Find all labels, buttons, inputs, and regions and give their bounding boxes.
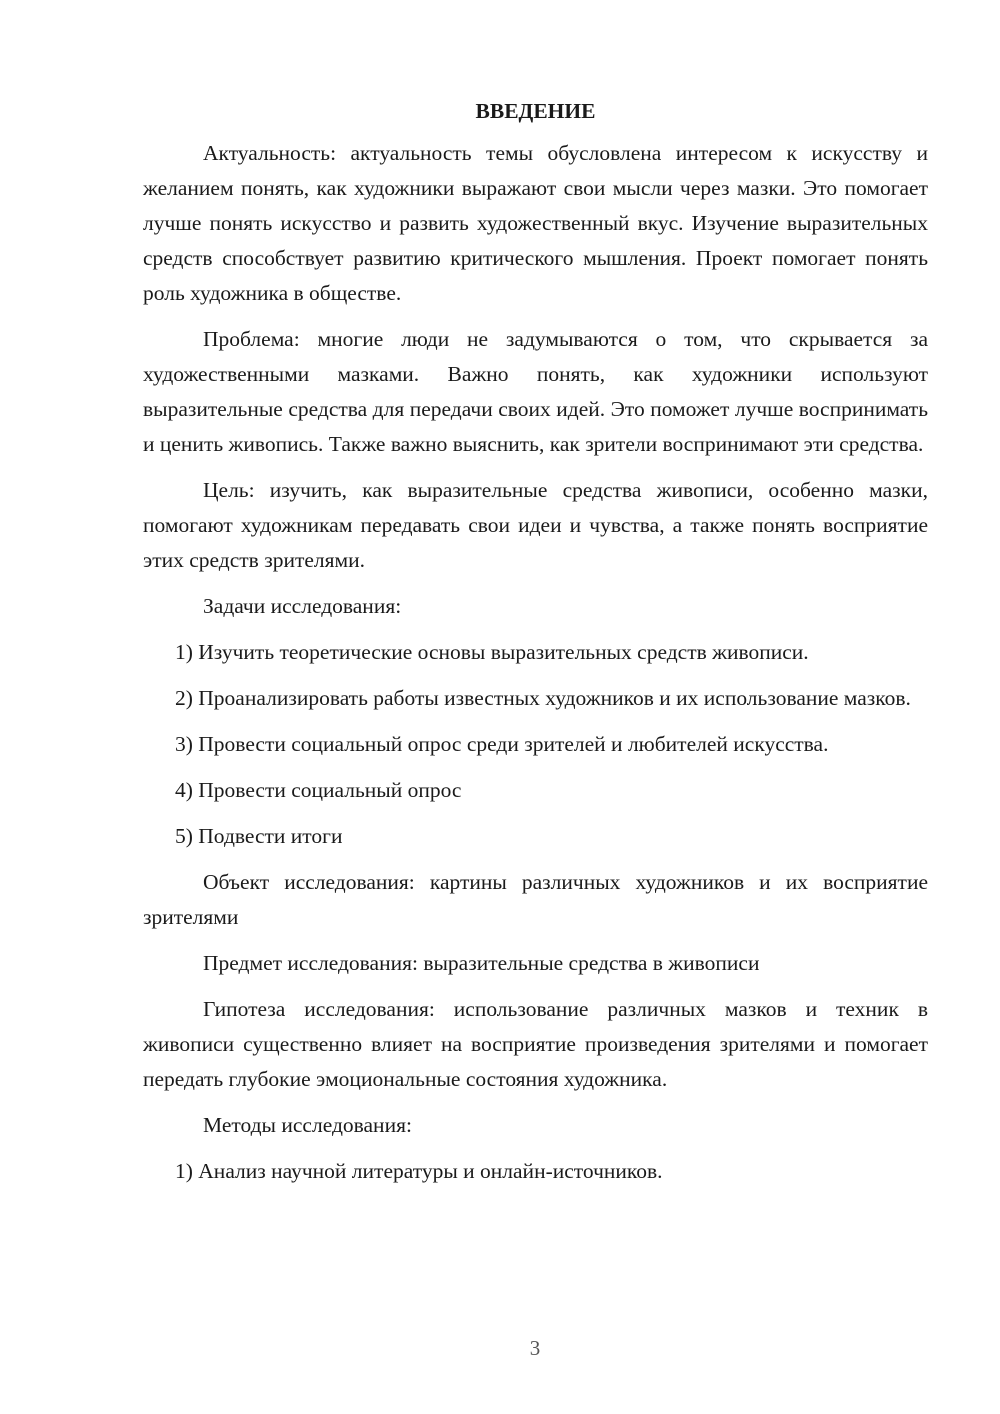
task-item: 3) Провести социальный опрос среди зрителей и любителей искусства.: [175, 732, 829, 756]
paragraph-relevance: Актуальность: актуальность темы обусловлена интересом к искусству и желанием понять, как художники выражают свои мысли через мазки. Это помогает лучше понять искусство и развить художественный вкус. Изучение выразительных средств способствует развитию критического мышления. Проект помогает понять роль художника в обществе.: [143, 141, 928, 305]
paragraph-object: Объект исследования: картины различных художников и их восприятие зрителями: [143, 870, 928, 929]
page-number: 3: [529, 1336, 541, 1360]
task-item: 4) Провести социальный опрос: [175, 778, 462, 802]
tasks-heading: Задачи исследования:: [203, 594, 402, 618]
task-item: 2) Проанализировать работы известных художников и их использование мазков.: [175, 686, 911, 710]
task-item: 1) Изучить теоретические основы выразительных средств живописи.: [175, 640, 809, 664]
method-item: 1) Анализ научной литературы и онлайн-источников.: [175, 1159, 663, 1183]
task-item: 5) Подвести итоги: [175, 824, 343, 848]
paragraph-problem: Проблема: многие люди не задумываются о том, что скрывается за художественными мазками. Важно понять, как художники используют выразительные средства для передачи своих идей. Это поможет лучше воспринимать и ценить живопись. Также важно выяснить, как зрители воспринимают эти средства.: [143, 327, 928, 456]
page-title: ВВЕДЕНИЕ: [475, 99, 596, 123]
paragraph-hypothesis: Гипотеза исследования: использование различных мазков и техник в живописи существенно влияет на восприятие произведения зрителями и помогает передать глубокие эмоциональные состояния художника.: [143, 997, 928, 1091]
paragraph-subject: Предмет исследования: выразительные средства в живописи: [203, 951, 760, 975]
page-content: [143, 94, 928, 1200]
methods-heading: Методы исследования:: [203, 1113, 412, 1137]
paragraph-goal: Цель: изучить, как выразительные средства живописи, особенно мазки, помогают художникам передавать свои идеи и чувства, а также понять восприятие этих средств зрителями.: [143, 478, 928, 572]
